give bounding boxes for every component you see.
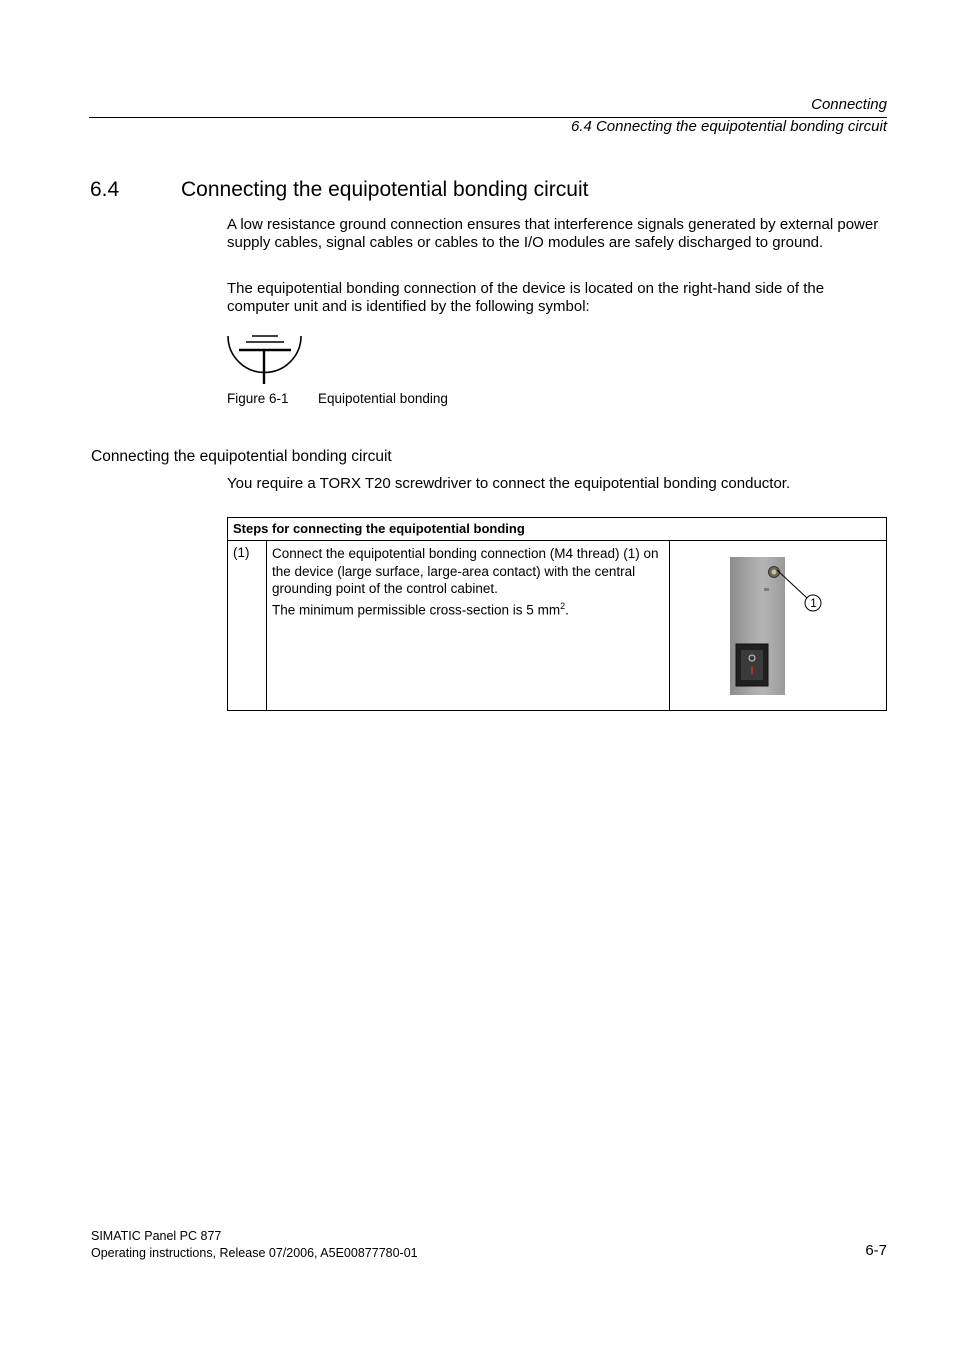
figure-label: Figure 6-1 bbox=[227, 391, 289, 406]
step-description bbox=[267, 541, 670, 711]
footer-product: SIMATIC Panel PC 877 bbox=[91, 1229, 222, 1243]
subsection-title: Connecting the equipotential bonding circuit bbox=[91, 448, 392, 465]
table-header-row bbox=[228, 518, 887, 541]
header-chapter: Connecting bbox=[811, 96, 887, 113]
table-row bbox=[228, 541, 887, 711]
step-note-end: . bbox=[565, 602, 569, 617]
device-illustration bbox=[670, 541, 884, 711]
callout-leader bbox=[777, 570, 807, 598]
figure-caption bbox=[227, 391, 448, 406]
paragraph-location: The equipotential bonding connection of the device is located on the right-hand side of the computer unit and is identified by the following symbol: bbox=[227, 280, 825, 315]
step-number: (1) bbox=[228, 541, 267, 711]
footer-release: Operating instructions, Release 07/2006, A5E00877780-01 bbox=[91, 1246, 418, 1260]
screw-mark bbox=[764, 588, 769, 591]
header-section: 6.4 Connecting the equipotential bonding circuit bbox=[570, 118, 887, 135]
figure-caption-text: Equipotential bonding bbox=[318, 391, 448, 406]
header-rule bbox=[89, 117, 887, 118]
page-number: 6-7 bbox=[865, 1242, 887, 1259]
step-note-superscript: 2 bbox=[560, 600, 566, 611]
screw-head bbox=[772, 570, 777, 575]
paragraph-intro: A low resistance ground connection ensures that interference signals generated by external power supply cables, signal cables or cables to the I/O modules are safely discharged to ground. bbox=[227, 216, 879, 251]
callout-number: 1 bbox=[810, 596, 817, 610]
subsection-text: You require a TORX T20 screwdriver to connect the equipotential bonding conductor. bbox=[227, 475, 791, 492]
section-number: 6.4 bbox=[90, 178, 120, 201]
step-note: The minimum permissible cross-section is 5 mm bbox=[272, 602, 561, 617]
step-text: Connect the equipotential bonding connection (M4 thread) (1) on the device (large surface, large-area contact) with the central grounding point of the control cabinet. bbox=[272, 546, 659, 596]
steps-table bbox=[227, 517, 887, 711]
device-photo-cell bbox=[670, 541, 887, 711]
equipotential-bonding-icon bbox=[225, 332, 305, 386]
table-header: Steps for connecting the equipotential bonding bbox=[228, 518, 887, 541]
section-title: Connecting the equipotential bonding circuit bbox=[181, 178, 589, 201]
